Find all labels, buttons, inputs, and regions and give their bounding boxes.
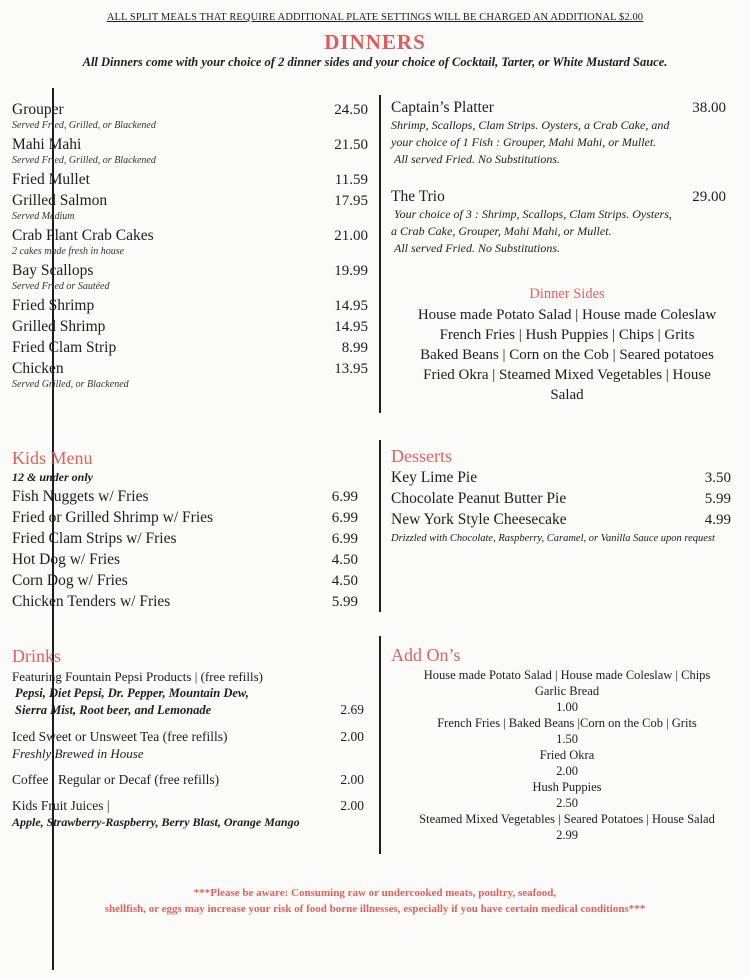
platter-desc: your choice of 1 Fish : Grouper, Mahi Mahi, or Mullet. [391,135,657,149]
kids-item-price: 6.99 [331,489,358,505]
dinner-item [12,360,368,391]
dinner-price: 21.00 [334,228,368,244]
dinner-subtitle: All Dinners come with your choice of 2 dinner sides and your choice of Cocktail, Tarter, or White Mustard Sauce. [82,55,668,69]
drinks-heading: Drinks [12,646,61,666]
dinner-name: Fried Clam Strip [12,339,117,356]
dinner-price: 21.50 [334,137,368,153]
addon-items: Hush Puppies [532,780,602,794]
kids-item [12,488,358,506]
addon-price: 1.50 [556,732,578,746]
dinner-price: 19.99 [334,263,368,279]
addon-items: House made Potato Salad | House made Coleslaw | Chips [423,668,711,682]
add-ons [385,645,749,843]
kids-menu [12,448,358,611]
platter-item [391,188,739,257]
dinner-name: Grilled Salmon [12,192,108,209]
fountain-price: 2.69 [340,702,364,717]
kids-item-name: Fish Nuggets w/ Fries [12,488,149,505]
dinner-note: Served Fried or Sautéed [12,281,110,292]
addon-items: Fried Okra [539,748,595,762]
addon-extra: Garlic Bread [534,684,600,698]
kids-item-price: 5.99 [331,594,358,610]
dinner-name: Grouper [12,101,64,118]
dinner-price: 11.59 [334,172,368,188]
dinner-name: Mahi Mahi [12,136,82,153]
dinner-item [12,339,368,357]
addon-items: Steamed Mixed Vegetables | Seared Potatoes | House Salad [419,812,715,826]
dinner-note: Served Fried, Grilled, or Blackened [12,155,156,166]
dessert-price: 3.50 [704,470,731,486]
fountain-line: Featuring Fountain Pepsi Products | (free refills) [12,669,263,684]
kids-item-name: Chicken Tenders w/ Fries [12,593,171,610]
dinner-note: Served Medium [12,211,75,222]
dessert-item [391,469,731,487]
dinner-price: 24.50 [334,102,368,118]
dessert-price: 4.99 [704,512,731,528]
dinner-name: Fried Mullet [12,171,90,188]
dinner-note: Served Fried, Grilled, or Blackened [12,120,156,131]
desserts-heading: Desserts [391,446,452,466]
dinner-price: 8.99 [341,340,368,356]
dessert-sauce-note: Drizzled with Chocolate, Raspberry, Caramel, or Vanilla Sauce upon request [391,533,715,544]
drinks [12,646,364,831]
dinner-name: Bay Scallops [12,262,94,279]
dinner-name: Grilled Shrimp [12,318,106,335]
platter-item [391,99,739,168]
kids-item-name: Fried or Grilled Shrimp w/ Fries [12,509,214,526]
kids-item [12,572,358,590]
desserts [391,446,731,546]
dinner-item [12,297,368,315]
dinner-item [12,227,368,258]
divider-dinners [379,95,381,413]
kids-item-price: 6.99 [331,531,358,547]
kids-item [12,509,358,527]
dinner-sides-line: Baked Beans | Corn on the Cob | Seared potatoes [420,347,714,363]
dessert-item [391,511,731,529]
platter-desc: a Crab Cake, Grouper, Mahi Mahi, or Mullet. [391,224,612,238]
kids-item-price: 4.50 [331,552,358,568]
tea-line: Iced Sweet or Unsweet Tea (free refills) [12,729,228,744]
divider-drinks [379,636,381,854]
dinner-note: 2 cakes made fresh in house [12,246,125,257]
platter-price: 29.00 [692,189,726,205]
page-title: DINNERS [324,30,426,54]
dinner-sides-line: House made Potato Salad | House made Coleslaw [417,307,717,323]
kids-item [12,551,358,569]
kids-item-name: Corn Dog w/ Fries [12,572,128,589]
dinner-item [12,318,368,336]
coffee-line: Coffee | Regular or Decaf (free refills) [12,772,220,787]
platters [391,99,739,257]
addon-price: 1.00 [556,700,578,714]
dessert-price: 5.99 [704,491,731,507]
dinner-sides-line: Salad [550,387,584,403]
kids-item-name: Hot Dog w/ Fries [12,551,121,568]
kids-item-name: Fried Clam Strips w/ Fries [12,530,177,547]
dinner-price: 17.95 [334,193,368,209]
juice-line: Kids Fruit Juices | [12,798,110,813]
dinner-sides-line: French Fries | Hush Puppies | Chips | Grits [439,327,695,343]
dessert-item [391,490,731,508]
dinner-item [12,262,368,293]
kids-item-price: 6.99 [331,510,358,526]
platter-price: 38.00 [692,100,726,116]
dinner-item [12,192,368,223]
juice-flavors: Apple, Strawberry-Raspberry, Berry Blast, Orange Mango [12,815,300,829]
divider-kids [379,440,381,612]
fountain-list: Pepsi, Diet Pepsi, Dr. Pepper, Mountain Dew, [15,686,249,700]
dinner-sides-line: Fried Okra | Steamed Mixed Vegetables | House [423,367,711,383]
dinner-price: 14.95 [334,319,368,335]
platter-desc: All served Fried. No Substitutions. [394,152,560,166]
kids-item [12,530,358,548]
platter-desc: Shrimp, Scallops, Clam Strips. Oysters, a Crab Cake, and [391,118,670,132]
dinner-name: Crab Plant Crab Cakes [12,227,154,244]
dinner-sides [385,286,749,405]
food-safety-warning: ***Please be aware: Consuming raw or undercooked meats, poultry, seafood, [193,887,557,899]
coffee-price: 2.00 [340,772,364,787]
dessert-name: Key Lime Pie [391,469,478,486]
platter-name: Captain’s Platter [391,99,494,116]
platter-desc: Your choice of 3 : Shrimp, Scallops, Clam Strips. Oysters, [394,207,672,221]
tea-price: 2.00 [340,729,364,744]
kids-heading: Kids Menu [12,448,93,468]
addon-items: French Fries | Baked Beans |Corn on the Cob | Grits [437,716,697,730]
split-meal-notice: ALL SPLIT MEALS THAT REQUIRE ADDITIONAL PLATE SETTINGS WILL BE CHARGED AN ADDITIONAL $2.00 [106,12,644,23]
dinner-item [12,136,368,167]
addon-price: 2.00 [556,764,578,778]
addons-heading: Add On’s [391,645,461,665]
tea-note: Freshly Brewed in House [12,746,144,761]
dinner-name: Chicken [12,360,64,377]
food-safety-warning: shellfish, or eggs may increase your risk of food borne illnesses, especially if you have certain medical conditions*** [104,903,646,915]
kids-age-note: 12 & under only [12,470,94,484]
addon-price: 2.99 [556,828,578,842]
dessert-name: Chocolate Peanut Butter Pie [391,490,567,507]
juice-price: 2.00 [340,798,364,813]
dinner-list [12,101,368,391]
platter-desc: All served Fried. No Substitutions. [394,241,560,255]
kids-item [12,593,358,611]
dinner-item [12,171,368,189]
dinner-item [12,101,368,132]
dinner-price: 13.95 [334,361,368,377]
fountain-list: Sierra Mist, Root beer, and Lemonade [15,703,212,717]
platter-name: The Trio [391,188,445,205]
dinner-note: Served Grilled, or Blackened [12,379,129,390]
dessert-name: New York Style Cheesecake [391,511,567,528]
kids-item-price: 4.50 [331,573,358,589]
dinner-name: Fried Shrimp [12,297,95,314]
addon-price: 2.50 [556,796,578,810]
dinner-price: 14.95 [334,298,368,314]
dinner-sides-heading: Dinner Sides [529,286,605,302]
